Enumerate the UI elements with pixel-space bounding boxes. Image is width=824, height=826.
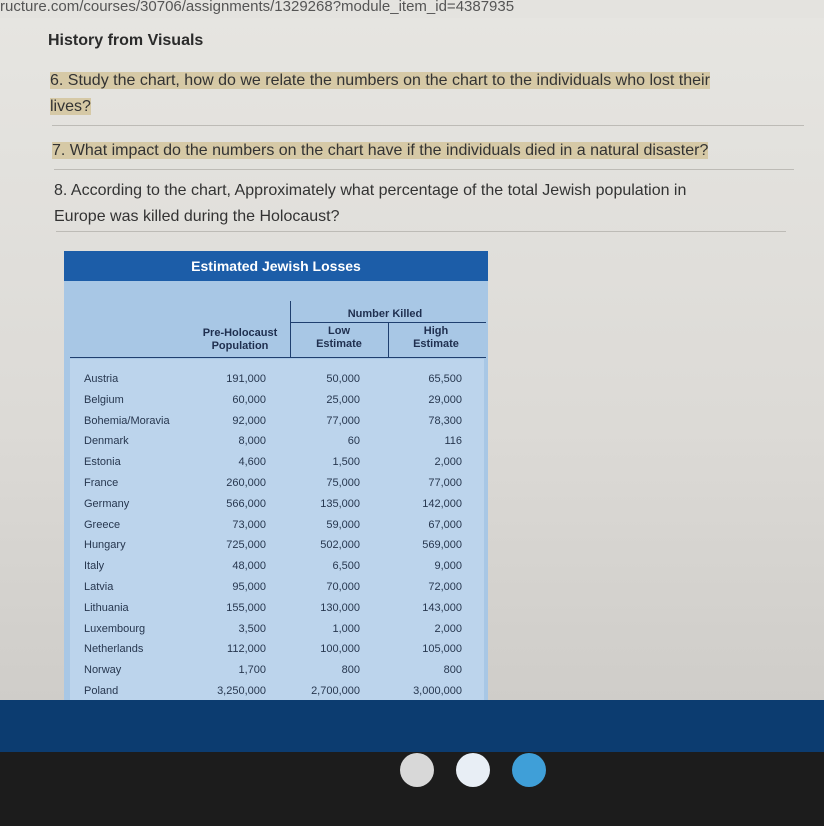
high-estimate-cell: 105,000 (422, 643, 462, 656)
low-estimate-cell: 135,000 (320, 497, 360, 510)
low-estimate-cell: 502,000 (320, 539, 360, 552)
assignment-page (0, 18, 824, 700)
col-header-high-estimate (388, 325, 484, 351)
low-estimate-cell: 75,000 (326, 477, 360, 489)
table-row (70, 515, 484, 536)
question-7-line-1: 7. What impact do the numbers on the chart have if the individuals died in a natural disaster? (52, 142, 709, 159)
country-cell: Austria (84, 373, 119, 385)
low-estimate-cell: 100,000 (320, 643, 360, 656)
table-row (70, 639, 484, 660)
chrome-icon[interactable] (400, 753, 434, 787)
population-cell: 3,250,000 (217, 685, 266, 697)
table-row (70, 556, 484, 577)
high-estimate-cell: 3,000,000 (413, 685, 462, 697)
table-row (70, 452, 484, 473)
header-bottom-rule (70, 357, 486, 358)
high-estimate-cell: 78,300 (428, 414, 462, 427)
low-estimate-cell: 130,000 (320, 601, 360, 614)
question-6 (50, 68, 802, 120)
url-text: ructure.com/courses/30706/assignments/1329268?module_item_id=4387935 (0, 0, 515, 15)
high-estimate-cell: 67,000 (428, 518, 462, 531)
play-store-icon[interactable] (512, 753, 546, 787)
high-estimate-cell: 72,000 (428, 581, 462, 593)
population-cell: 112,000 (227, 643, 266, 656)
losses-table-image (64, 251, 488, 718)
population-cell: 4,600 (238, 456, 266, 469)
table-row (70, 660, 484, 681)
table-row (70, 598, 484, 619)
table-row (70, 494, 484, 515)
col-header-pop-line-2: Population (211, 340, 269, 352)
population-cell: 8,000 (238, 435, 266, 448)
question-7 (52, 138, 792, 164)
country-cell: Lithuania (84, 601, 129, 614)
country-cell: Denmark (84, 435, 129, 448)
low-estimate-cell: 2,700,000 (311, 685, 360, 697)
population-cell: 60,000 (232, 393, 266, 406)
country-cell: Poland (84, 685, 119, 697)
population-cell: 725,000 (226, 539, 266, 552)
country-cell: Bohemia/Moravia (84, 414, 170, 427)
question-6-line-1: 6. Study the chart, how do we relate the numbers on the chart to the individuals who lost their (50, 72, 710, 89)
population-cell: 1,700 (238, 664, 266, 677)
country-cell: Belgium (84, 393, 124, 406)
address-bar[interactable] (0, 0, 824, 18)
page-title: History from Visuals (48, 32, 204, 49)
divider (56, 231, 786, 232)
high-estimate-cell: 143,000 (422, 601, 462, 614)
shelf-band (0, 700, 824, 752)
table-row (70, 535, 484, 556)
country-cell: France (84, 477, 119, 489)
question-8 (54, 178, 784, 230)
divider (52, 125, 804, 126)
low-estimate-cell: 77,000 (326, 414, 360, 427)
high-estimate-cell: 2,000 (434, 622, 462, 635)
country-cell: Hungary (84, 539, 126, 552)
col-header-pop-line-1: Pre-Holocaust (202, 327, 278, 339)
high-estimate-cell: 77,000 (428, 477, 462, 489)
col-header-pre-holocaust-population (190, 327, 290, 353)
low-estimate-cell: 70,000 (326, 581, 360, 593)
table-row (70, 411, 484, 432)
group-header-number-killed: Number Killed (347, 308, 423, 320)
low-estimate-cell: 59,000 (326, 518, 360, 531)
question-8-line-1: 8. According to the chart, Approximately what percentage of the total Jewish population in (54, 182, 687, 199)
population-cell: 260,000 (226, 477, 266, 489)
high-estimate-cell: 569,000 (422, 539, 462, 552)
high-estimate-cell: 9,000 (434, 560, 462, 573)
high-estimate-cell: 800 (443, 664, 462, 677)
table-title: Estimated Jewish Losses (64, 251, 488, 281)
low-estimate-cell: 1,000 (332, 622, 360, 635)
low-estimate-cell: 60 (347, 435, 360, 448)
table-row (70, 390, 484, 411)
low-estimate-cell: 25,000 (326, 393, 360, 406)
population-cell: 566,000 (226, 497, 266, 510)
docs-icon[interactable] (456, 753, 490, 787)
table-row (70, 431, 484, 452)
question-8-line-2: Europe was killed during the Holocaust? (54, 208, 340, 225)
country-cell: Estonia (84, 456, 121, 469)
col-header-high-line-1: High (423, 325, 449, 337)
table-row (70, 369, 484, 390)
high-estimate-cell: 2,000 (434, 456, 462, 469)
table-row (70, 577, 484, 598)
high-estimate-cell: 142,000 (422, 497, 462, 510)
low-estimate-cell: 800 (341, 664, 360, 677)
population-cell: 92,000 (232, 414, 266, 427)
high-estimate-cell: 116 (444, 435, 462, 448)
divider (54, 169, 794, 170)
low-estimate-cell: 1,500 (332, 456, 360, 469)
country-cell: Italy (84, 560, 105, 573)
low-estimate-cell: 6,500 (332, 560, 360, 573)
country-cell: Germany (84, 497, 130, 510)
table-row (70, 473, 484, 494)
col-header-low-estimate (290, 325, 388, 351)
table-row (70, 619, 484, 640)
col-header-high-line-2: Estimate (413, 338, 459, 350)
col-header-low-line-2: Estimate (316, 338, 362, 350)
country-cell: Latvia (84, 581, 114, 593)
population-cell: 3,500 (238, 622, 266, 635)
country-cell: Luxembourg (84, 622, 146, 635)
col-header-low-line-1: Low (328, 325, 350, 337)
population-cell: 155,000 (226, 601, 266, 614)
high-estimate-cell: 65,500 (428, 373, 462, 385)
population-cell: 73,000 (232, 518, 266, 531)
population-cell: 191,000 (226, 373, 266, 385)
high-estimate-cell: 29,000 (428, 393, 462, 406)
country-cell: Norway (84, 664, 122, 677)
question-6-line-2: lives? (50, 98, 91, 115)
country-cell: Greece (84, 518, 121, 531)
table-row (70, 681, 484, 702)
population-cell: 95,000 (232, 581, 266, 593)
population-cell: 48,000 (232, 560, 266, 573)
country-cell: Netherlands (84, 643, 144, 656)
low-estimate-cell: 50,000 (326, 373, 360, 385)
